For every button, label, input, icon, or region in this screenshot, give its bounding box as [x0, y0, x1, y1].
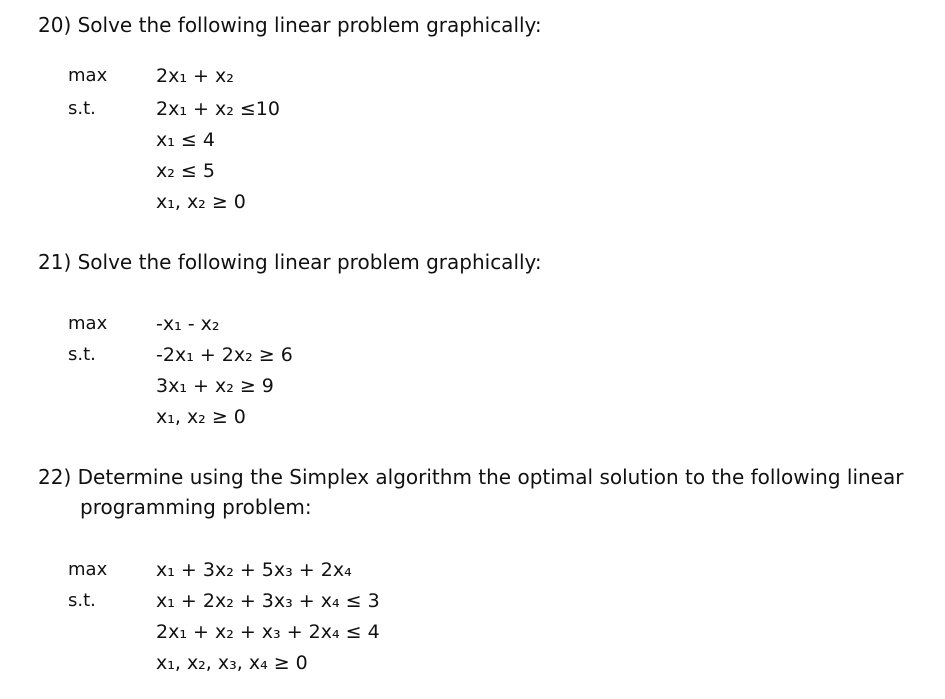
problem-20-constraint-2: x₁ ≤ 4 [156, 129, 215, 151]
problem-20-constraint-4: x₁, x₂ ≥ 0 [156, 191, 246, 213]
problem-20-max-label: max [68, 65, 108, 86]
problem-21-heading: 21) Solve the following linear problem graphically: [38, 250, 542, 274]
problem-22-heading-line-2: programming problem: [80, 495, 312, 519]
problem-20-constraint-1: 2x₁ + x₂ ≤10 [156, 98, 280, 120]
problem-20-heading: 20) Solve the following linear problem graphically: [38, 13, 542, 37]
problem-21-st-label: s.t. [68, 344, 96, 365]
problem-20-objective: 2x₁ + x₂ [156, 65, 234, 87]
problem-22-constraint-3: x₁, x₂, x₃, x₄ ≥ 0 [156, 652, 308, 674]
problem-22-max-label: max [68, 559, 108, 580]
problem-22-constraint-1: x₁ + 2x₂ + 3x₃ + x₄ ≤ 3 [156, 590, 380, 612]
problem-22-heading [38, 462, 903, 522]
problem-22-st-label: s.t. [68, 590, 96, 611]
problem-22-heading-line-1: 22) Determine using the Simplex algorithm the optimal solution to the following linear [38, 465, 904, 489]
problem-21-max-label: max [68, 313, 108, 334]
problem-21-constraint-1: -2x₁ + 2x₂ ≥ 6 [156, 344, 293, 366]
problem-20-st-label: s.t. [68, 98, 96, 119]
problem-22-objective: x₁ + 3x₂ + 5x₃ + 2x₄ [156, 559, 352, 581]
problem-22-constraint-2: 2x₁ + x₂ + x₃ + 2x₄ ≤ 4 [156, 621, 380, 643]
problem-20-constraint-3: x₂ ≤ 5 [156, 160, 215, 182]
problem-21-constraint-2: 3x₁ + x₂ ≥ 9 [156, 375, 274, 397]
problem-21-objective: -x₁ - x₂ [156, 313, 220, 335]
problem-21-constraint-3: x₁, x₂ ≥ 0 [156, 406, 246, 428]
